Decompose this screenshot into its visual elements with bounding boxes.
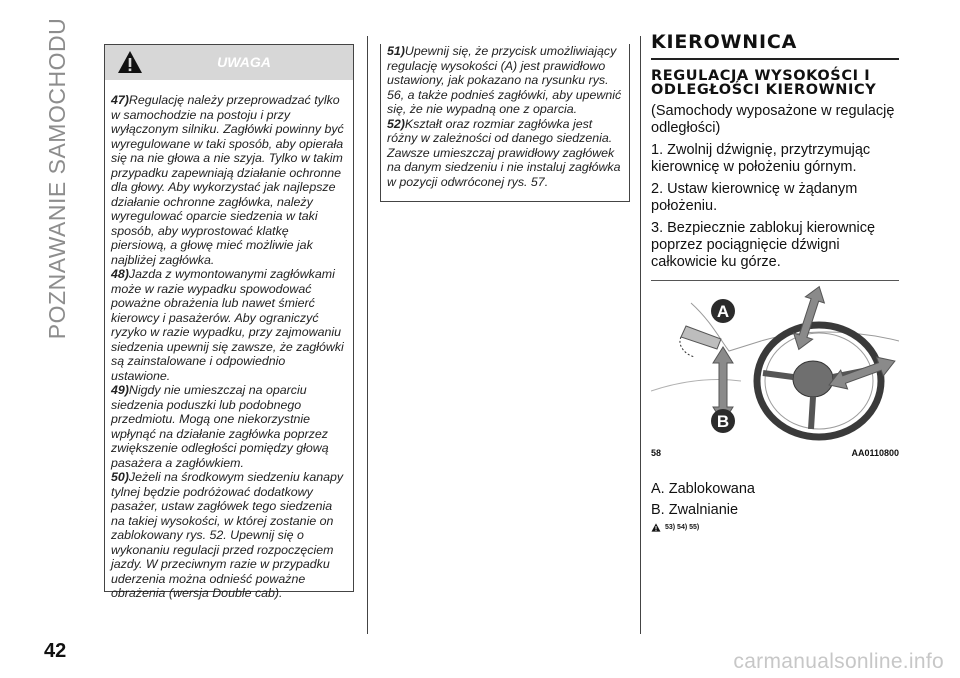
steering-figure bbox=[651, 280, 899, 460]
steering-illustration bbox=[651, 281, 899, 449]
label-b-badge bbox=[711, 409, 735, 433]
figure-number: 58 bbox=[651, 448, 662, 458]
warning-body bbox=[105, 80, 353, 601]
svg-text:B: B bbox=[716, 412, 730, 431]
warning-box bbox=[104, 44, 354, 600]
svg-text:A: A bbox=[716, 302, 730, 321]
steering-section bbox=[651, 32, 899, 276]
column-divider-1 bbox=[367, 36, 368, 634]
warning-references: 53) 54) 55) bbox=[651, 523, 899, 532]
legend-b: B. Zwalnianie bbox=[651, 502, 739, 518]
step-item: 3. Bezpiecznie zablokuj kierownicę poprzez pociągnięcie dźwigni całkowicie ku górze. bbox=[651, 220, 876, 270]
figure-code: AA0110800 bbox=[851, 448, 899, 458]
section-intro: (Samochody wyposażone w regulację odległości) bbox=[651, 103, 895, 136]
warning-item: 49)Nigdy nie umieszczaj na oparciu siedzenia poduszki lub podobnego przedmiotu. Mogą one niekorzystnie wpłynąć na działanie zagłówka poprzez zwiększenie odległości pomiędzy głową pasażera a zagłówkiem. bbox=[111, 383, 329, 470]
warning-item: 50)Jeżeli na środkowym siedzeniu kanapy tylnej będzie podróżować dodatkowy pasażer, ustaw zagłówek tego siedzenia na takiej wysokości, w której zostanie on zablokowany rys. 52. Upewnij się o wykonaniu regulacji przed rozpoczęciem jazdy. W przeciwnym razie w przypadku uderzenia można odnieść poważne obrażenia (wersja Double cab). bbox=[111, 470, 344, 600]
warning-triangle-icon bbox=[651, 523, 661, 532]
warning-item: 48)Jazda z wymontowanymi zagłówkami może w razie wypadku spowodować poważne obrażenia lub nawet śmierć kierowcy i pasażerów. Aby ograniczyć ryzyko w razie wypadku, przy zajmowaniu siedzenia upewnij się zawsze, że zagłówki są zainstalowane i odpowiednio ustawione. bbox=[111, 267, 344, 383]
step-item: 2. Ustaw kierownicę w żądanym położeniu. bbox=[651, 181, 858, 214]
warning-item: 47)Regulację należy przeprowadzać tylko w samochodzie na postoju i przy wyłączonym silniku. Zagłówki powinny być wyregulowane w taki sposób, aby opierała się na nie głowa a nie szyja. Tylko w takim przypadku zapewniają działanie ochronne dla głowy. Aby wykorzystać jak najlepsze działanie ochronne zagłówka, należy wyregulować oparcie siedzenia w taki sposób, aby wyprostować klatkę piersiową, a głowę mieć możliwie jak najbliżej zagłówka. bbox=[111, 93, 344, 267]
warning-continuation-box bbox=[380, 44, 630, 202]
title-rule bbox=[651, 58, 899, 60]
side-section-title: POZNAWANIE SAMOCHODU bbox=[44, 17, 71, 339]
figure-legend bbox=[651, 481, 899, 532]
warning-title: UWAGA bbox=[217, 54, 271, 70]
section-subtitle: REGULACJA WYSOKOŚCI I ODLEGŁOŚCI KIEROWNICY bbox=[651, 68, 877, 98]
page-number: 42 bbox=[44, 640, 67, 662]
column-divider-2 bbox=[640, 36, 641, 634]
legend-a: A. Zablokowana bbox=[651, 481, 755, 497]
footer-watermark: carmanualsonline.info bbox=[733, 650, 944, 673]
figure-caption bbox=[651, 448, 899, 458]
step-item: 1. Zwolnij dźwignię, przytrzymując kierownicę w położeniu górnym. bbox=[651, 142, 871, 175]
tilt-arrow-icon bbox=[789, 284, 828, 353]
warning-header bbox=[105, 45, 353, 80]
telescopic-arrow-icon bbox=[826, 352, 899, 395]
warning-item: 52)Kształt oraz rozmiar zagłówka jest różny w zależności od danego siedzenia. Zawsze umieszczaj prawidłowy zagłówek na danym siedzeniu i nie instaluj zagłówka w pozycji odwróconej rys. 57. bbox=[387, 116, 621, 189]
warning-item: 51)Upewnij się, że przycisk umożliwiający regulację wysokości (A) jest prawidłowo ustawiony, jak pokazano na rysunku rys. 56, a także podnieś zagłówki, aby upewnić się, że nie wypadną one z oparcia. bbox=[387, 44, 622, 116]
section-title: KIEROWNICA bbox=[651, 31, 798, 53]
label-a-badge bbox=[711, 299, 735, 323]
